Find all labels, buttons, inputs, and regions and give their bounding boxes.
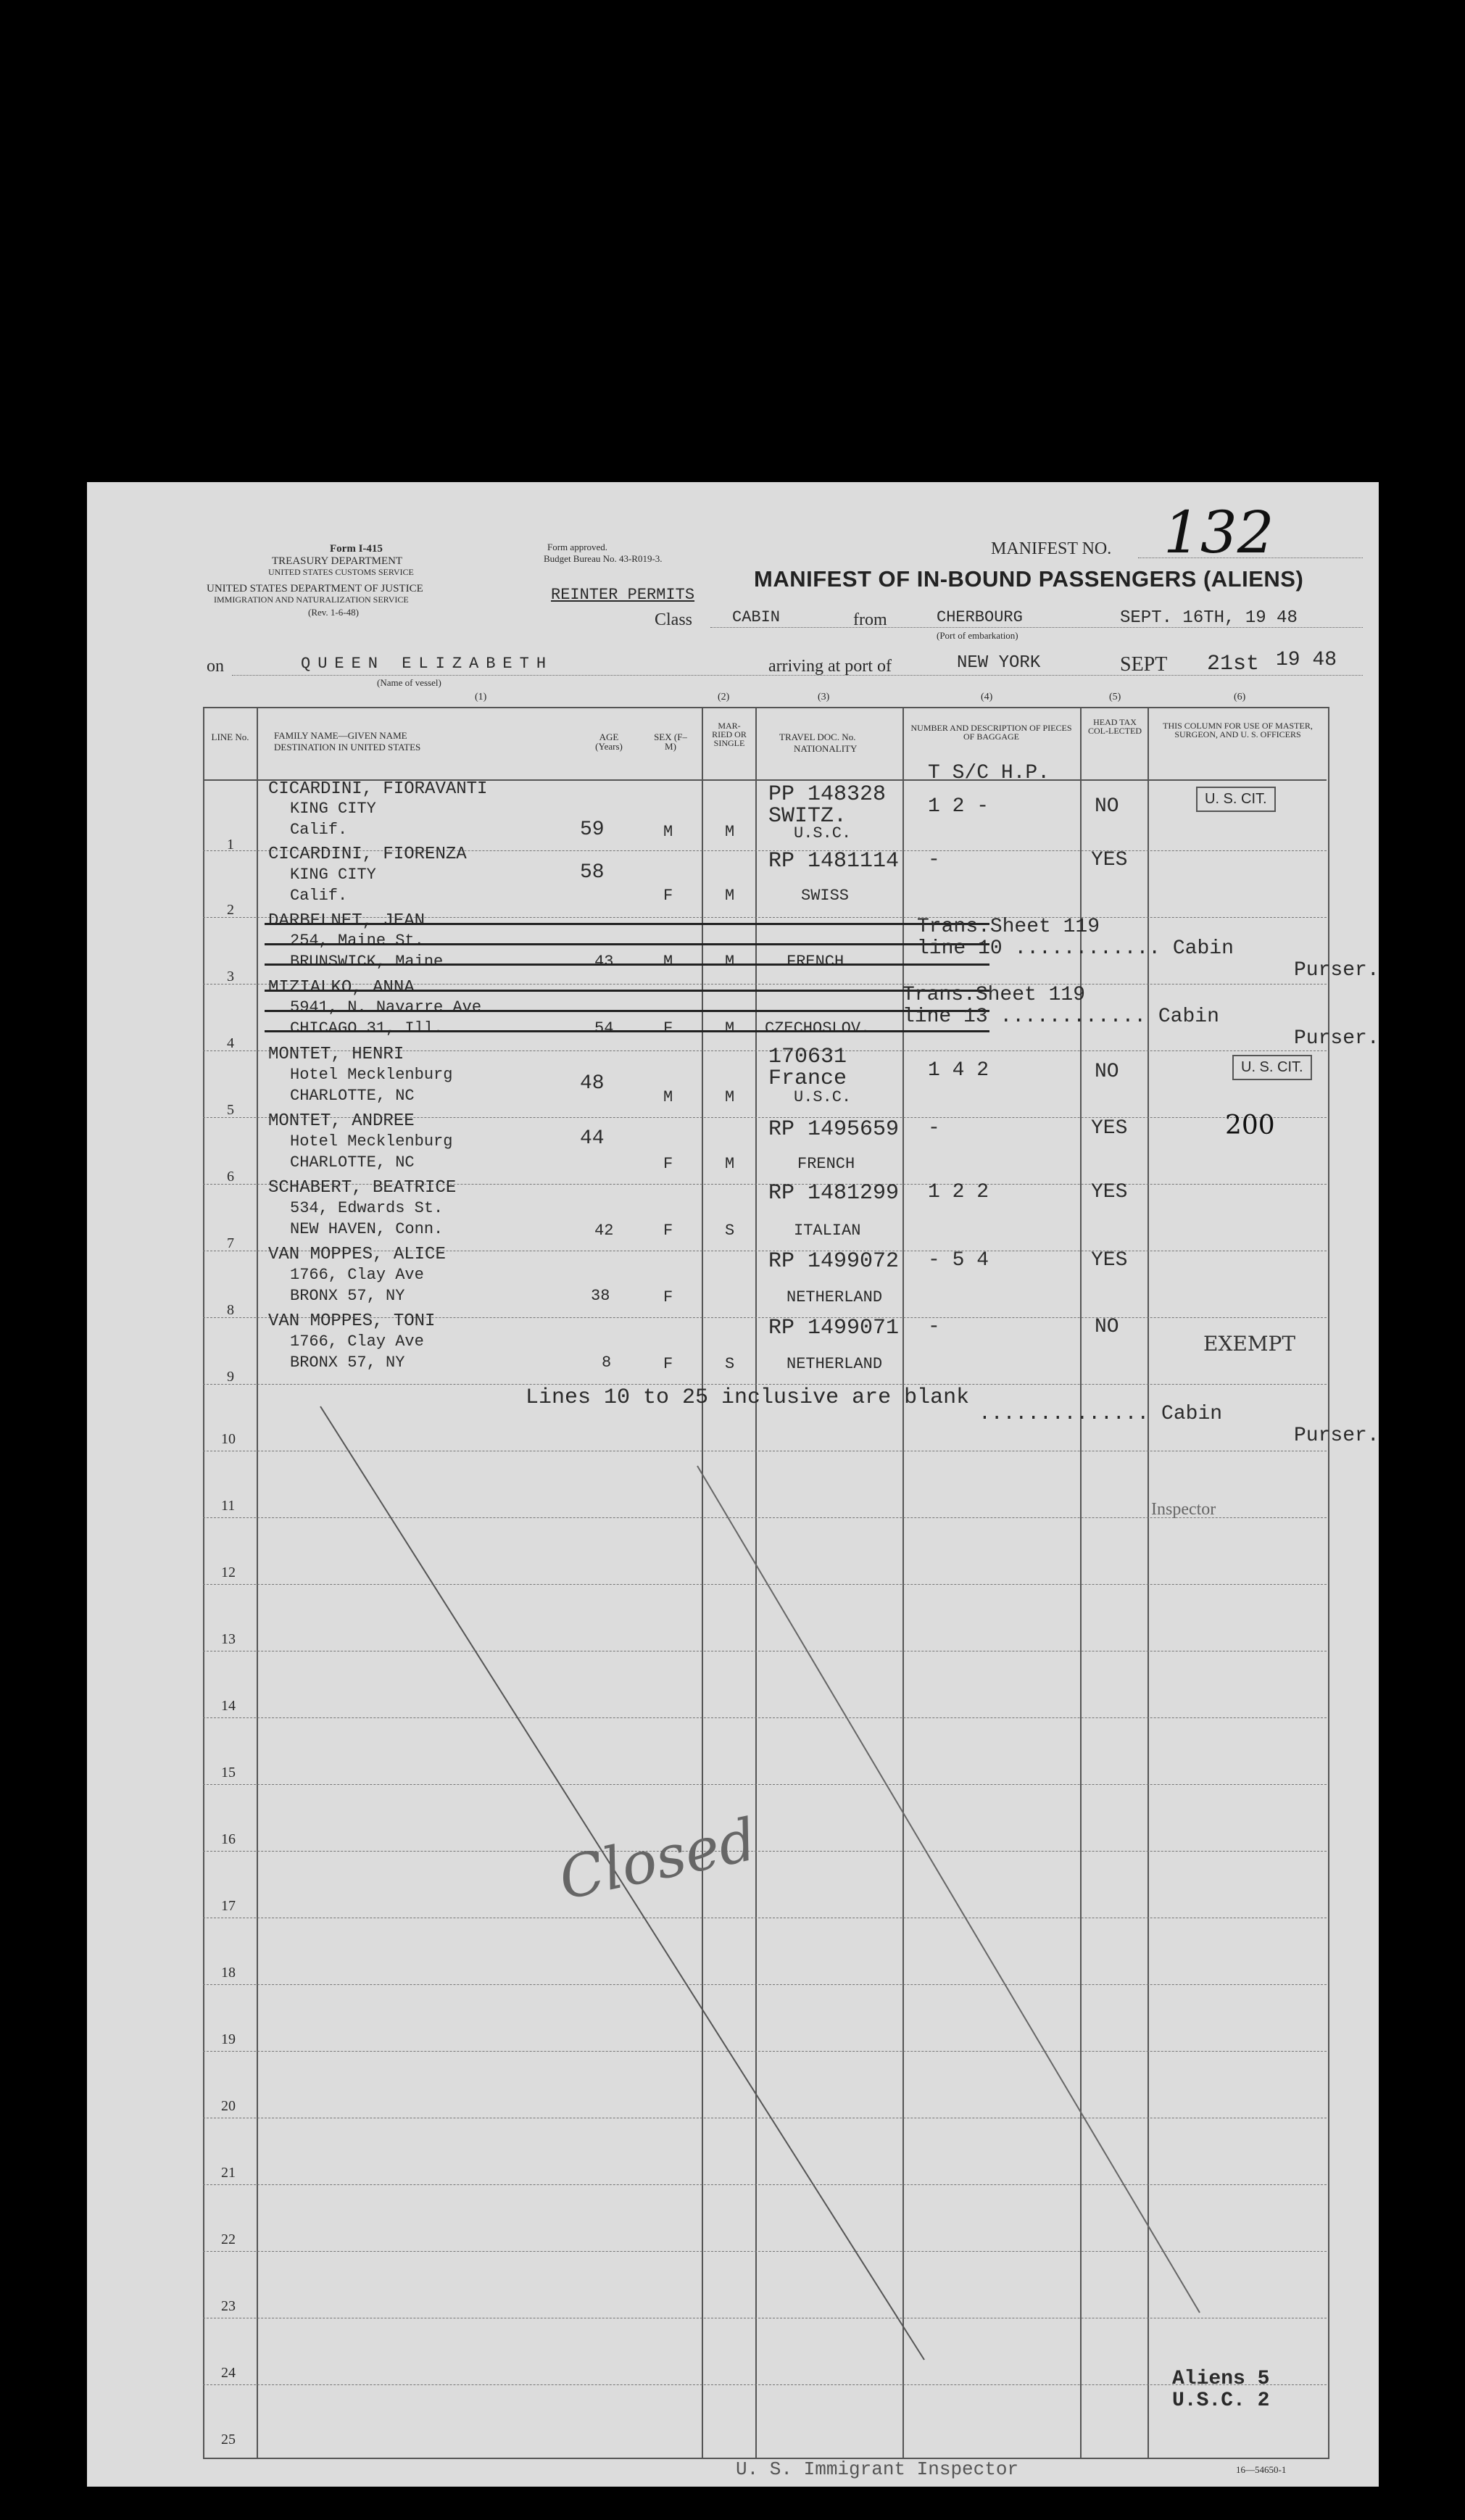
header-officers: THIS COLUMN FOR USE OF MASTER, SURGEON, AND U. S. OFFICERS (1163, 721, 1313, 739)
passenger-address: Hotel Mecklenburg (290, 1066, 453, 1084)
total-aliens: Aliens 5 (1172, 2368, 1270, 2390)
header-age: AGE (Years) (595, 731, 623, 752)
line-number: 11 (221, 1498, 236, 1514)
embark-port: CHERBOURG (937, 608, 1023, 626)
form-revision: (Rev. 1-6-48) (308, 607, 359, 618)
line-number: 13 (221, 1631, 236, 1647)
embark-port-caption: (Port of embarkation) (937, 630, 1018, 641)
passenger-address: KING CITY (290, 800, 376, 818)
col-num-3: (3) (818, 692, 830, 702)
passenger-sex: F (663, 1019, 673, 1037)
line-number: 24 (221, 2365, 236, 2381)
blank-purser: .............. Cabin (979, 1403, 1223, 1425)
passenger-address: CHICAGO 31, Ill. (290, 1019, 444, 1037)
line-number: 23 (221, 2298, 236, 2314)
baggage: - (928, 849, 940, 871)
passenger-marital: M (725, 887, 735, 905)
baggage: 1 2 2 (928, 1181, 989, 1203)
baggage: 1 4 2 (928, 1059, 989, 1082)
head-tax: YES (1091, 849, 1128, 871)
passenger-age: 48 (580, 1072, 605, 1095)
manifest-no-label: MANIFEST NO. (991, 539, 1112, 558)
passenger-address: 1766, Clay Ave (290, 1266, 424, 1284)
passenger-name: DARBELNET, JEAN (268, 911, 426, 931)
line-number: 10 (221, 1431, 236, 1447)
passenger-name: MIZIALKO, ANNA (268, 978, 415, 998)
passenger-name: CICARDINI, FIORENZA (268, 845, 467, 864)
passenger-address: 534, Edwards St. (290, 1199, 444, 1217)
nationality: CZECHOSLOV. (765, 1019, 871, 1037)
blank-lines-note: Lines 10 to 25 inclusive are blank (526, 1385, 970, 1410)
line-number: 25 (221, 2432, 236, 2448)
head-tax: NO (1095, 795, 1119, 818)
travel-doc: France (768, 1066, 847, 1091)
travel-doc: RP 1481114 (768, 849, 900, 874)
header-destination: DESTINATION IN UNITED STATES (274, 742, 421, 753)
us-cit-stamp: U. S. CIT. (1232, 1055, 1312, 1080)
transfer-note: line 13 ............ Cabin (902, 1006, 1219, 1028)
travel-doc: 170631 (768, 1045, 847, 1069)
passenger-sex: F (663, 887, 673, 905)
class-label: Class (655, 610, 693, 629)
line-number: 21 (221, 2165, 236, 2181)
us-cit-stamp: U. S. CIT. (1196, 787, 1276, 812)
passenger-age: 44 (580, 1127, 605, 1150)
nationality: U.S.C. (794, 1088, 852, 1106)
passenger-age: 54 (594, 1019, 614, 1037)
passenger-marital: M (725, 1019, 735, 1037)
form-approved: Form approved. (547, 542, 608, 552)
arrival-day: 21st (1207, 652, 1260, 676)
passenger-sex: M (663, 953, 673, 971)
nationality: FRENCH (797, 1155, 855, 1173)
sailing-date: SEPT. 16TH, 19 48 (1120, 608, 1298, 628)
col-num-2: (2) (718, 692, 730, 702)
passenger-address: Calif. (290, 887, 348, 905)
transfer-note: Trans.Sheet 119 (902, 984, 1086, 1006)
closed-mark: Closed (553, 1805, 763, 1913)
class-value: CABIN (732, 608, 781, 626)
passenger-marital: M (725, 953, 735, 971)
transfer-note: Trans.Sheet 119 (917, 916, 1100, 938)
baggage: - 5 4 (928, 1249, 989, 1272)
head-tax: YES (1091, 1249, 1128, 1272)
nationality: FRENCH (787, 953, 844, 971)
passenger-address: CHARLOTTE, NC (290, 1153, 415, 1172)
header-sex: SEX (F–M) (654, 731, 687, 752)
closed-strike-lines (87, 482, 1379, 2487)
nationality: NETHERLAND (787, 1288, 883, 1306)
arrival-port: NEW YORK (957, 653, 1041, 673)
line-number: 20 (221, 2098, 236, 2114)
passenger-sex: F (663, 1355, 673, 1373)
manifest-page (87, 482, 1379, 2487)
from-label: from (853, 610, 887, 629)
manifest-title: MANIFEST OF IN-BOUND PASSENGERS (ALIENS) (754, 566, 1304, 592)
blank-purser: Purser. (1294, 1425, 1379, 1447)
header-name: FAMILY NAME—GIVEN NAME (274, 730, 407, 741)
nationality: U.S.C. (794, 824, 852, 842)
budget-bureau: Budget Bureau No. 43-R019-3. (544, 553, 663, 564)
vessel-name: QUEEN ELIZABETH (301, 655, 554, 673)
line-number: 15 (221, 1765, 236, 1781)
header-line-no: LINE No. (211, 731, 249, 742)
officer-note: 200 (1225, 1111, 1275, 1140)
passenger-age: 42 (594, 1222, 614, 1240)
passenger-address: BRONX 57, NY (290, 1354, 405, 1372)
header-travel-doc: TRAVEL DOC. No. (779, 731, 856, 742)
passenger-sex: F (663, 1288, 673, 1306)
line-number: 17 (221, 1898, 236, 1914)
arriving-label: arriving at port of (768, 657, 892, 676)
passenger-sex: F (663, 1155, 673, 1173)
passenger-address: BRONX 57, NY (290, 1287, 405, 1305)
passenger-address: 1766, Clay Ave (290, 1332, 424, 1351)
head-tax: YES (1091, 1117, 1128, 1140)
passenger-marital: S (725, 1222, 735, 1240)
line-number: 6 (227, 1169, 234, 1185)
passenger-address: Calif. (290, 821, 348, 839)
head-tax: YES (1091, 1181, 1128, 1203)
dept-justice: UNITED STATES DEPARTMENT OF JUSTICE (207, 583, 423, 594)
nationality: ITALIAN (794, 1222, 861, 1240)
passenger-name: MONTET, HENRI (268, 1045, 404, 1064)
line-number: 2 (227, 902, 234, 918)
line-number: 4 (227, 1035, 234, 1051)
passenger-address: BRUNSWICK, Maine (290, 953, 444, 971)
col-num-4: (4) (981, 692, 993, 702)
reinter-permits: REINTER PERMITS (551, 586, 695, 604)
passenger-marital: M (725, 823, 735, 841)
dept-treasury-sub: UNITED STATES CUSTOMS SERVICE (268, 567, 414, 577)
transfer-note: Purser. (1294, 1027, 1379, 1050)
baggage: - (928, 1316, 940, 1338)
travel-doc: RP 1499072 (768, 1249, 900, 1274)
transfer-note: Purser. (1294, 959, 1379, 982)
passenger-address: 5941, N. Navarre Ave (290, 998, 482, 1016)
print-code: 16—54650-1 (1236, 2464, 1287, 2475)
baggage: - (928, 1117, 940, 1140)
travel-doc: RP 1495659 (768, 1117, 900, 1142)
head-tax: NO (1095, 1316, 1119, 1338)
arrival-year: 19 48 (1276, 649, 1337, 671)
col-num-6: (6) (1234, 692, 1246, 702)
dept-justice-sub: IMMIGRATION AND NATURALIZATION SERVICE (214, 594, 409, 605)
line-number: 19 (221, 2031, 236, 2047)
line-number: 12 (221, 1564, 236, 1580)
passenger-marital: M (725, 1155, 735, 1173)
passenger-sex: F (663, 1222, 673, 1240)
travel-doc: PP 148328 (768, 782, 887, 807)
passenger-sex: M (663, 823, 673, 841)
passenger-address: CHARLOTTE, NC (290, 1087, 415, 1105)
line-number: 14 (221, 1698, 236, 1714)
line-number: 1 (227, 837, 234, 853)
passenger-name: VAN MOPPES, ALICE (268, 1245, 446, 1264)
col-num-5: (5) (1109, 692, 1121, 702)
officer-note: EXEMPT (1203, 1332, 1295, 1356)
baggage: 1 2 - (928, 795, 989, 818)
header-baggage: NUMBER AND DESCRIPTION OF PIECES OF BAGGAGE (910, 723, 1072, 742)
line-number: 3 (227, 969, 234, 985)
form-number: Form I-415 (330, 543, 383, 555)
line-number: 18 (221, 1965, 236, 1981)
line-number: 7 (227, 1235, 234, 1251)
header-nationality: NATIONALITY (794, 743, 858, 754)
transfer-note: line 10 ............ Cabin (917, 937, 1234, 960)
baggage-subheader: T S/C H.P. (928, 762, 1050, 784)
line-number: 22 (221, 2231, 236, 2247)
passenger-name: SCHABERT, BEATRICE (268, 1178, 457, 1198)
passenger-sex: M (663, 1088, 673, 1106)
col-num-1: (1) (475, 692, 487, 702)
header-head-tax: HEAD TAX COL-LECTED (1088, 717, 1142, 736)
head-tax: NO (1095, 1061, 1119, 1083)
on-label: on (207, 657, 224, 676)
nationality: SWISS (801, 887, 850, 905)
passenger-age: 58 (580, 861, 605, 884)
passenger-address: KING CITY (290, 866, 376, 884)
header-married: MAR-RIED OR SINGLE (712, 721, 747, 748)
dept-treasury: TREASURY DEPARTMENT (272, 555, 403, 567)
passenger-address: NEW HAVEN, Conn. (290, 1220, 444, 1238)
travel-doc: SWITZ. (768, 804, 847, 829)
arrival-month: SEPT (1120, 653, 1168, 676)
vessel-caption: (Name of vessel) (377, 677, 441, 688)
passenger-name: CICARDINI, FIORAVANTI (268, 779, 488, 799)
line-number: 9 (227, 1369, 234, 1385)
inspector-caption: Inspector (1151, 1500, 1216, 1519)
passenger-age: 59 (580, 818, 605, 841)
passenger-age: 8 (602, 1354, 612, 1372)
travel-doc: RP 1499071 (768, 1316, 900, 1340)
passenger-age: 43 (594, 953, 614, 971)
passenger-age: 38 (591, 1287, 610, 1305)
line-number: 16 (221, 1831, 236, 1847)
line-number: 8 (227, 1302, 234, 1318)
passenger-name: MONTET, ANDREE (268, 1111, 415, 1131)
passenger-address: 254, Maine St. (290, 932, 424, 950)
line-number: 5 (227, 1102, 234, 1118)
passenger-address: Hotel Mecklenburg (290, 1132, 453, 1151)
travel-doc: RP 1481299 (768, 1181, 900, 1206)
nationality: NETHERLAND (787, 1355, 883, 1373)
passenger-marital: S (725, 1355, 735, 1373)
total-usc: U.S.C. 2 (1172, 2390, 1270, 2412)
inspector-caption: U. S. Immigrant Inspector (736, 2458, 1019, 2480)
manifest-number: 132 (1163, 499, 1274, 566)
passenger-marital: M (725, 1088, 735, 1106)
passenger-name: VAN MOPPES, TONI (268, 1311, 436, 1331)
